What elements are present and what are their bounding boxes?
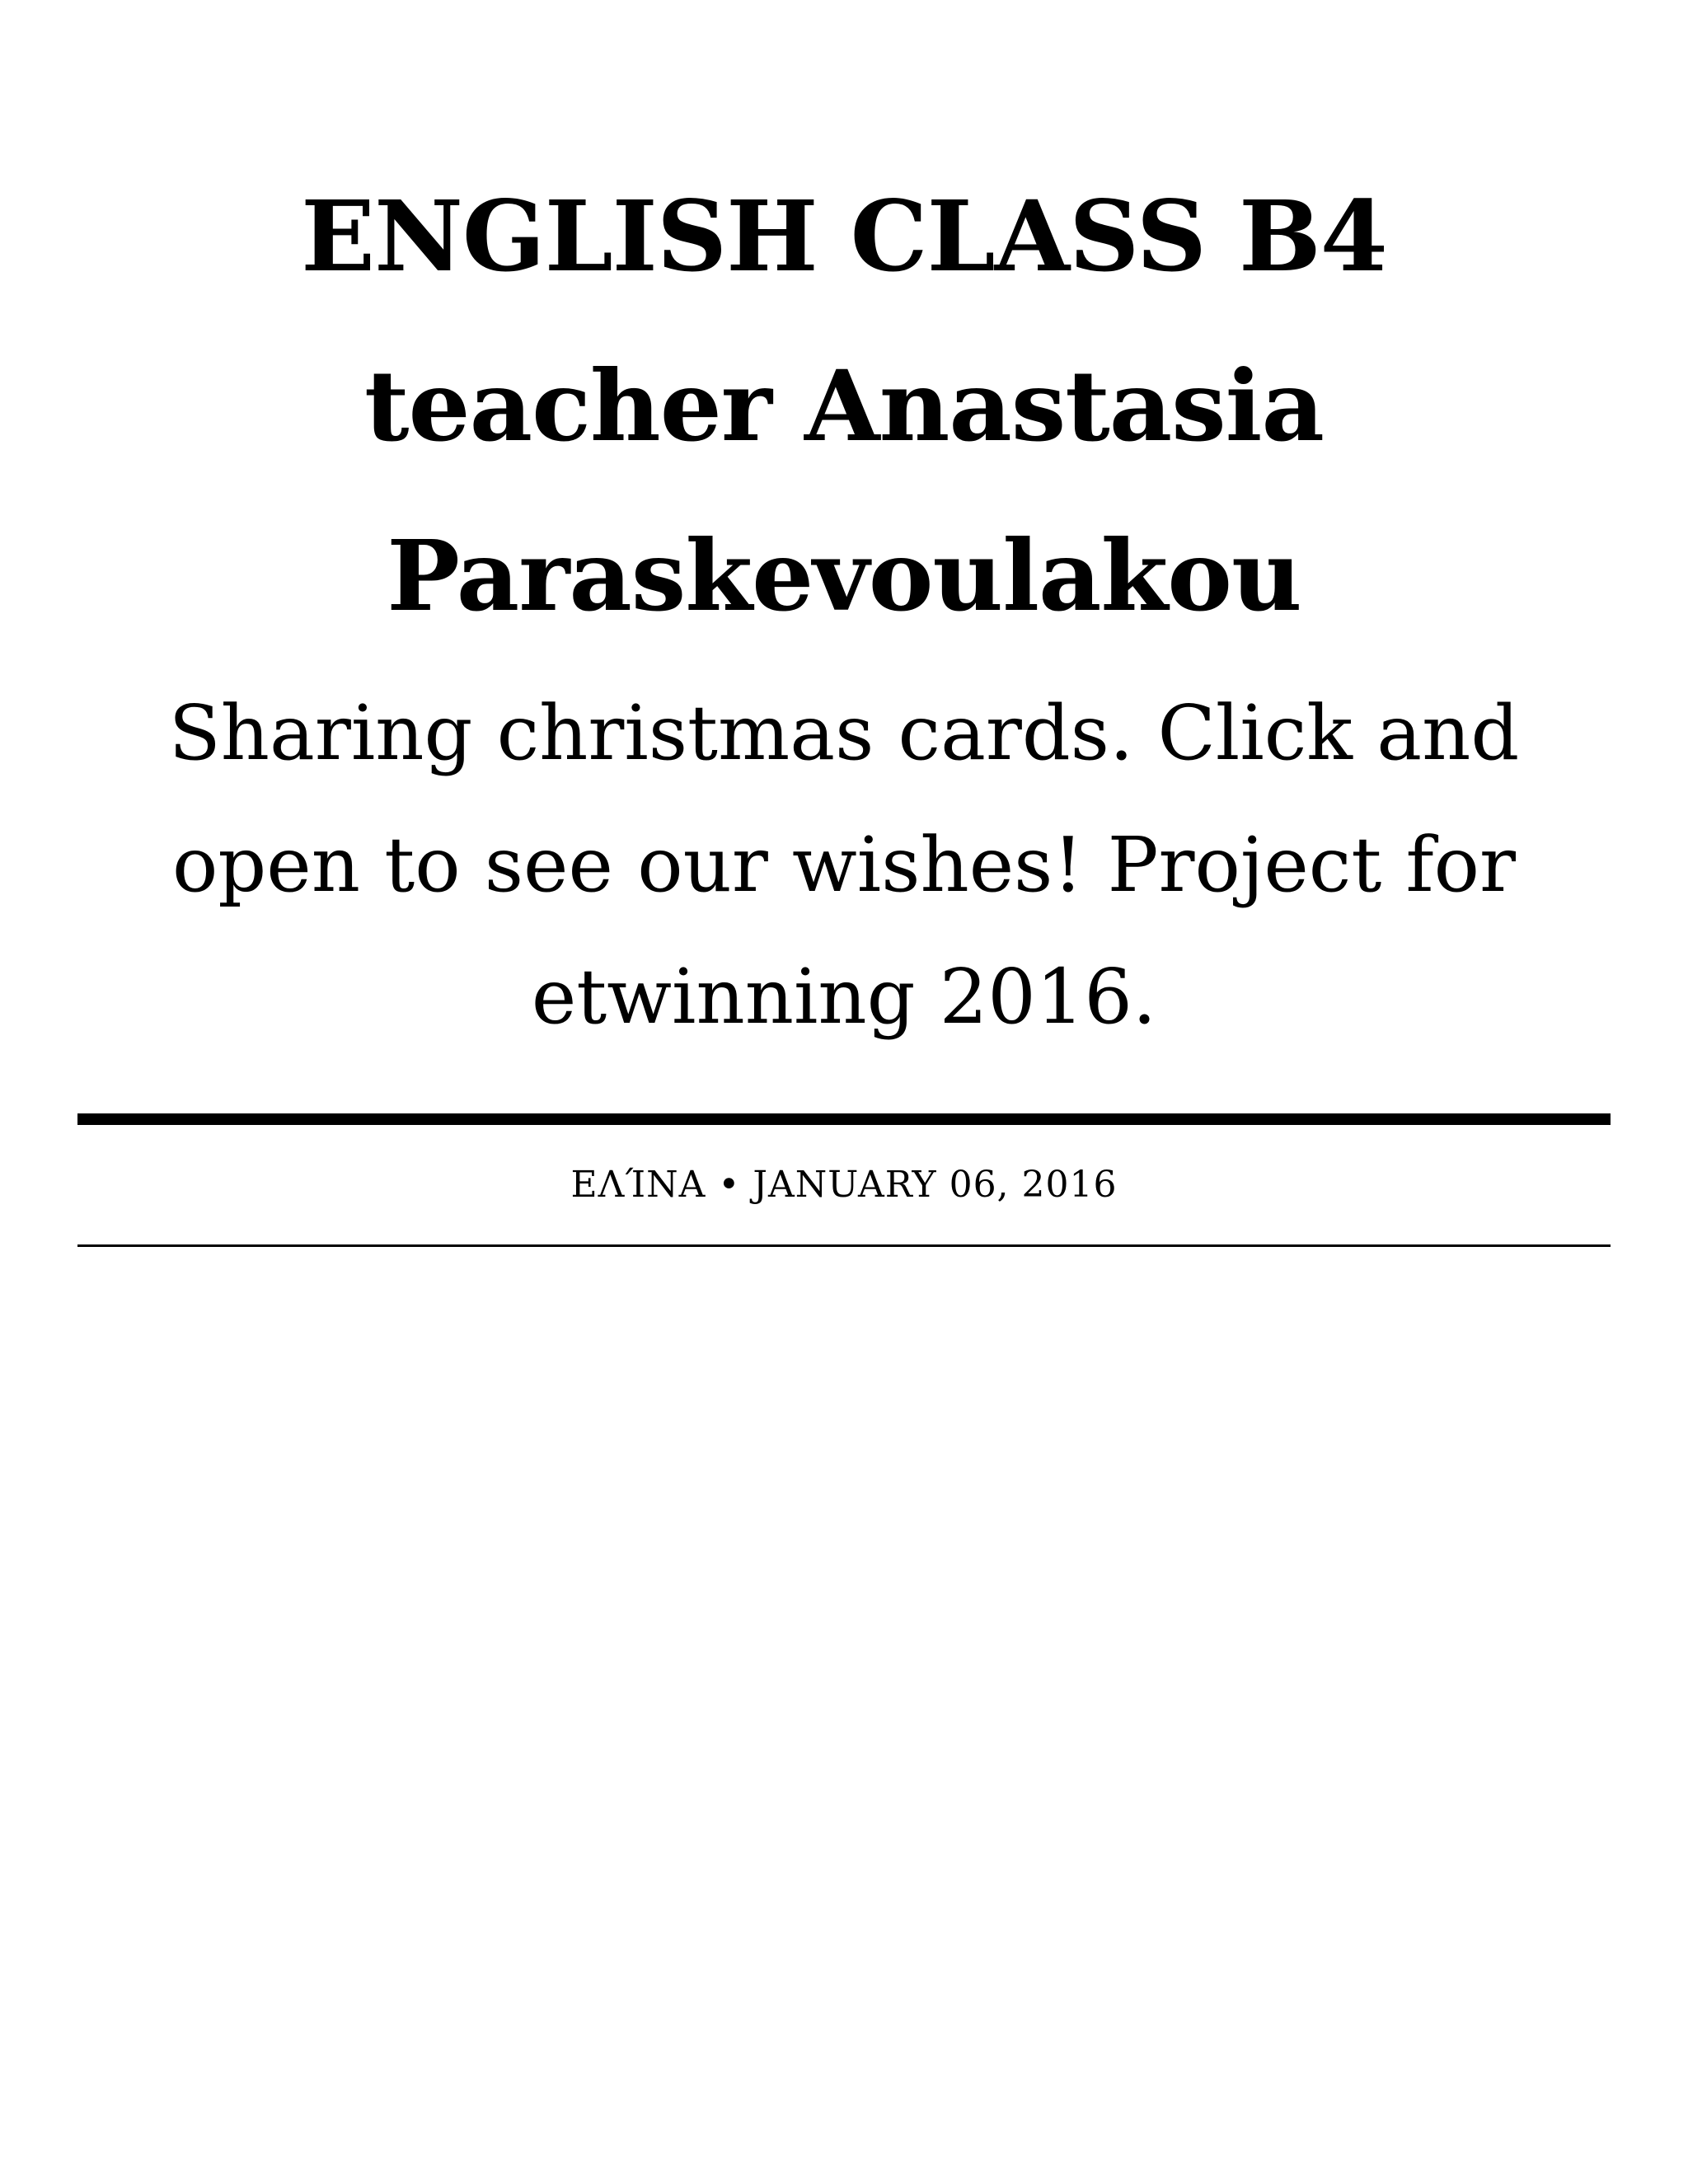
thick-divider: [77, 1113, 1611, 1125]
page-title: [77, 152, 1611, 661]
title-line-1: ENGLISH CLASS B4: [301, 179, 1387, 293]
byline-author: ΕΛΊΝΑ: [570, 1164, 706, 1206]
title-line-3: Paraskevoulakou: [387, 518, 1301, 633]
byline: [77, 1160, 1611, 1210]
title-line-2: teacher Anastasia: [364, 349, 1324, 463]
thin-divider: [77, 1244, 1611, 1247]
subtitle-line-2: open to see our wishes! Project for: [172, 821, 1516, 909]
subtitle-line-1: Sharing christmas cards. Click and: [168, 689, 1520, 777]
page-subtitle: [77, 668, 1611, 1063]
byline-separator: •: [718, 1164, 741, 1206]
subtitle-line-3: etwinning 2016.: [531, 953, 1157, 1041]
byline-date: JANUARY 06, 2016: [753, 1164, 1118, 1206]
